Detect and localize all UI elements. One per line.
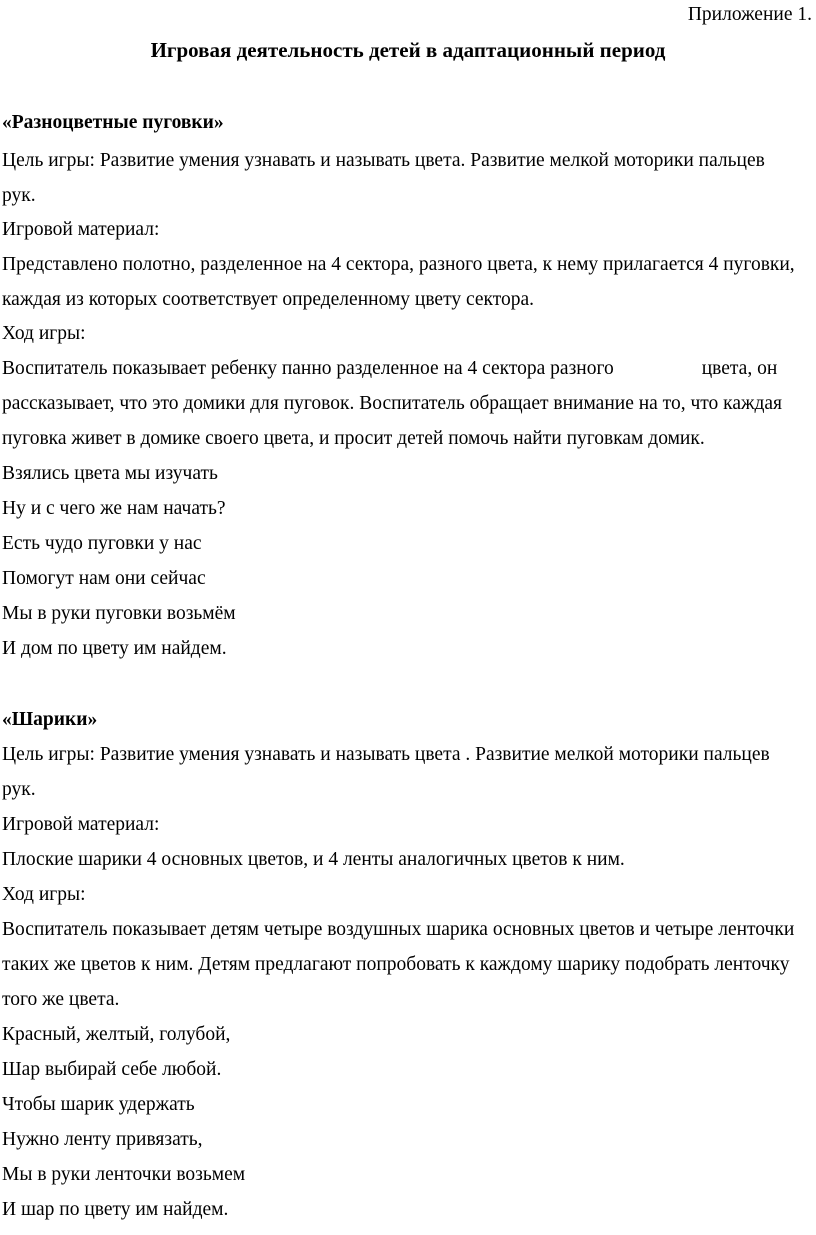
page-title: Игровая деятельность детей в адаптационный период [150,38,666,62]
poem-line: Нужно ленту привязать, [2,1129,203,1150]
poem-line: Чтобы шарик удержать [2,1094,195,1115]
process-line: того же цвета. [2,989,120,1010]
poem-line: И шар по цвету им найдем. [2,1199,229,1220]
process-line: Воспитатель показывает детям четыре воздушных шарика основных цветов и четыре ленточки [2,919,795,940]
material-label: Игровой материал: [2,219,160,240]
process-line: рассказывает, что это домики для пуговок. Воспитатель обращает внимание на то, что каждая [2,393,782,414]
poem-line: И дом по цвету им найдем. [2,638,227,659]
material-line: Представлено полотно, разделенное на 4 сектора, разного цвета, к нему прилагается 4 пуговки, [2,254,795,275]
poem-line: Мы в руки ленточки возьмем [2,1164,246,1185]
section-title: «Шарики» [2,709,98,730]
poem-line: Мы в руки пуговки возьмём [2,603,236,624]
poem-line: Шар выбирай себе любой. [2,1059,222,1080]
process-line: пуговка живет в домике своего цвета, и просит детей помочь найти пуговкам домик. [2,428,705,449]
poem-line: Есть чудо пуговки у нас [2,533,202,554]
appendix-label: Приложение 1. [687,4,812,25]
section-title: «Разноцветные пуговки» [2,112,224,133]
poem-line: Помогут нам они сейчас [2,568,206,589]
process-line [2,359,777,379]
poem-line: Взялись цвета мы изучать [2,463,218,484]
poem-line: Ну и с чего же нам начать? [2,498,226,519]
goal-line: рук. [2,185,36,206]
material-line: Плоские шарики 4 основных цветов, и 4 ленты аналогичных цветов к ним. [2,849,625,870]
process-text: цвета, он [701,358,778,379]
material-label: Игровой материал: [2,814,160,835]
material-line: каждая из которых соответствует определенному цвету сектора. [2,289,535,310]
process-line: таких же цветов к ним. Детям предлагают попробовать к каждому шарику подобрать ленточку [2,954,790,975]
goal-line: рук. [2,779,36,800]
process-label: Ход игры: [2,323,86,344]
poem-line: Красный, желтый, голубой, [2,1024,231,1045]
process-text: Воспитатель показывает ребенку панно разделенное на 4 сектора разного [2,358,614,379]
goal-line: Цель игры: Развитие умения узнавать и называть цвета . Развитие мелкой моторики пальцев [2,744,770,765]
goal-line: Цель игры: Развитие умения узнавать и называть цвета. Развитие мелкой моторики пальцев [2,150,765,171]
process-label: Ход игры: [2,884,86,905]
